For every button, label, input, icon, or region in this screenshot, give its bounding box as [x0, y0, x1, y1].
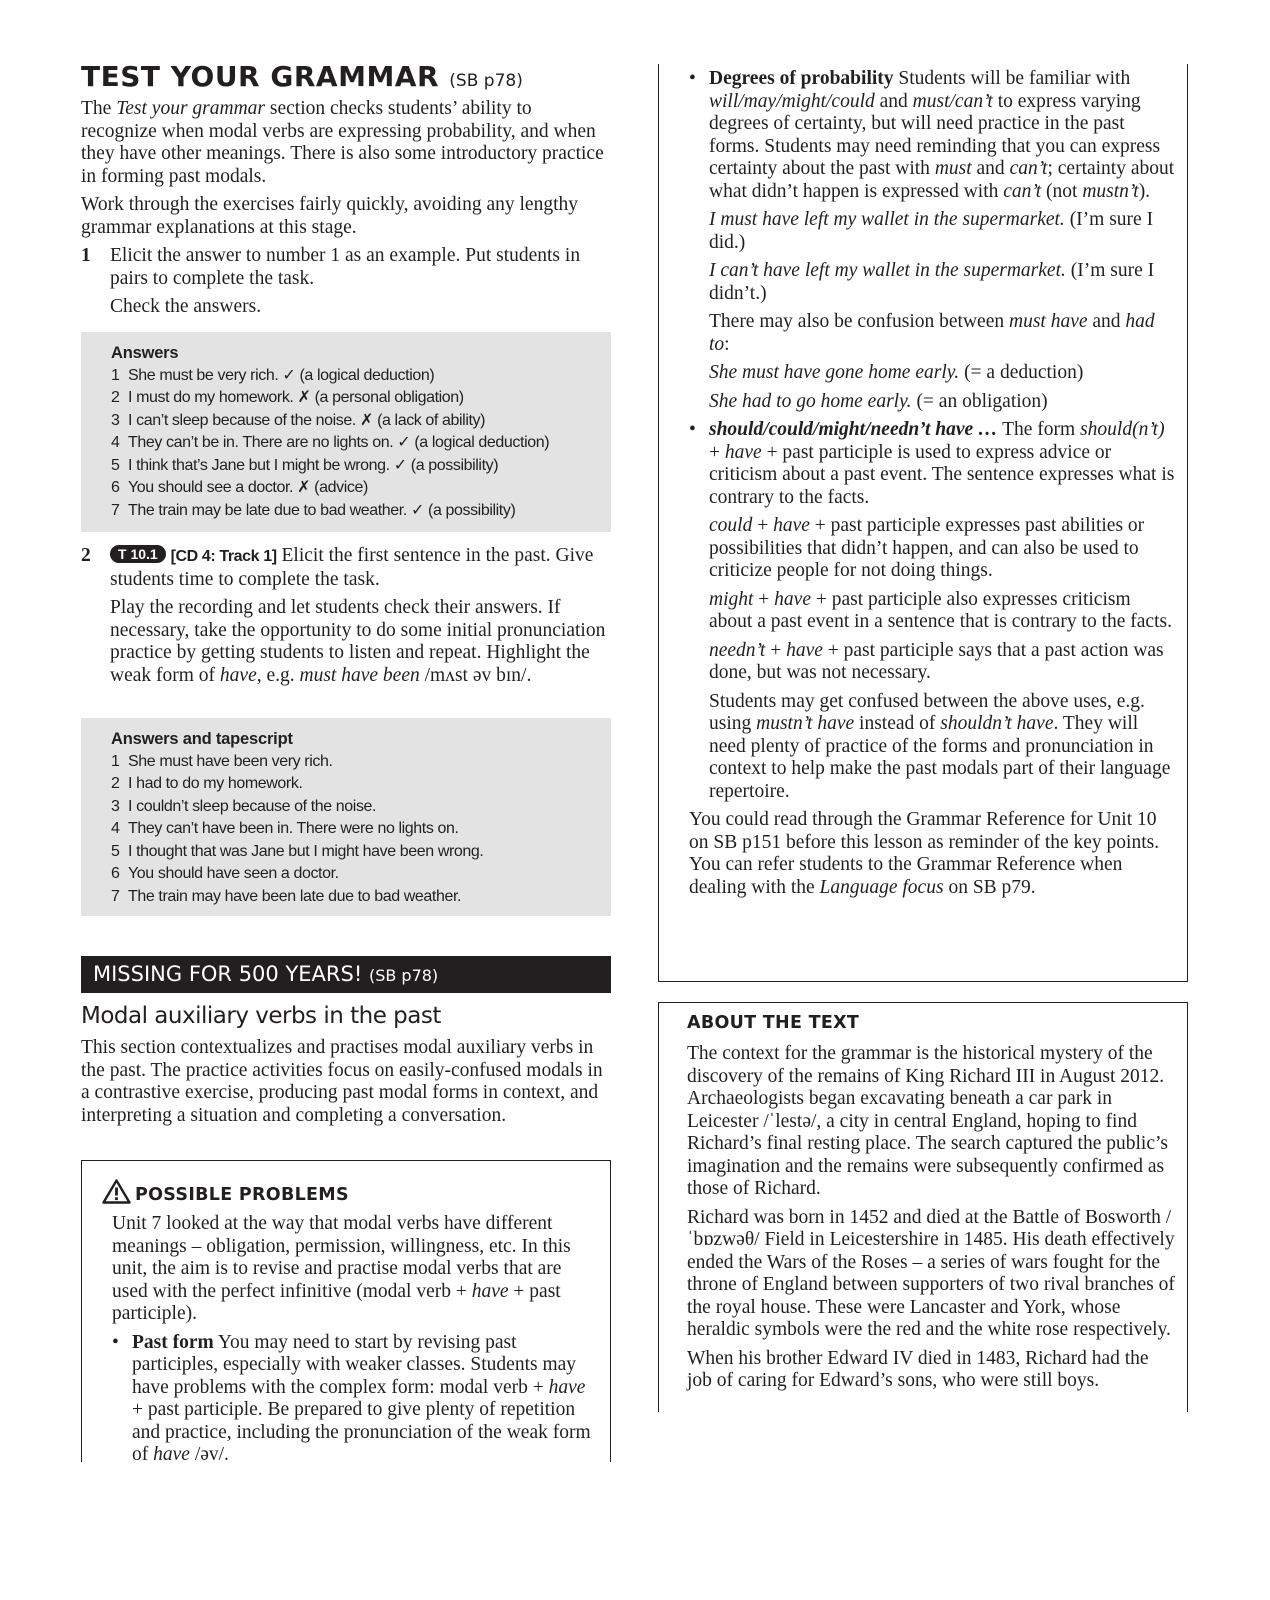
tapescript-sentence: I thought that was Jane but I might have been wrong.: [128, 842, 484, 860]
tapescript-row: [111, 751, 611, 774]
could-have-note: could + have + past participle expresses past abilities or possibilities that didn’t happen, and can also be used to criticize people for not doing things.: [709, 515, 1145, 581]
tapescript-number: 2: [111, 775, 120, 792]
answer-row: [111, 477, 611, 500]
answer-number: 3: [111, 411, 120, 429]
about-body: [687, 1043, 1177, 1393]
answer-row: [111, 500, 611, 523]
answer-sentence: They can’t be in. There are no lights on.: [128, 434, 394, 451]
bullet-degrees-text: Degrees of probability Students will be familiar with will/may/might/could and must/can’t to express varying degrees of certainty, but will need practice in the past forms. Students may need reminding that you can express certainty about the past with must and can’t; certainty about what didn’t happen is expressed with can’t (not mustn’t).: [709, 68, 1175, 202]
bullet-past-form: [112, 1332, 592, 1467]
tapescript-sentence: She must have been very rich.: [128, 752, 333, 770]
tapescript-row: [111, 863, 611, 886]
answer-note: (a logical deduction): [414, 434, 550, 451]
answer-number: 6: [111, 479, 120, 496]
tapescript-number: 4: [111, 820, 120, 837]
answer-number: 2: [111, 389, 120, 406]
tapescript-sentence: I had to do my homework.: [128, 775, 303, 792]
answer-number: 5: [111, 456, 120, 474]
tapescript-number: 6: [111, 865, 120, 882]
banner-ref: (SB p78): [368, 966, 439, 985]
answer-row: [111, 432, 611, 455]
problems-continued-box: [658, 64, 1188, 982]
answer-row: [111, 455, 611, 478]
bullet-icon: •: [689, 419, 696, 440]
exercise-2-item: [81, 545, 611, 687]
intro-paragraph-2: Work through the exercises fairly quickly, avoiding any lengthy grammar explanations at this stage.: [81, 194, 578, 238]
answer-row: [111, 365, 611, 388]
section-intro: This section contextualizes and practises modal auxiliary verbs in the past. The practice activities focus on easily-confused modals in a contrastive exercise, producing past modal forms in context, and interpreting a situation and completing a conversation.: [81, 1037, 603, 1126]
answer-sentence: I must do my homework.: [128, 389, 294, 406]
answer-sentence: I think that’s Jane but I might be wrong.: [128, 456, 390, 474]
check-icon: ✓: [410, 501, 424, 519]
example-4: She had to go home early. (= an obligation): [709, 390, 1048, 412]
exercise-2-paragraph-2: Play the recording and let students check their answers. If necessary, take the opportunity to do some initial pronunciation practice by getting students to listen and repeat. Highlight the weak form of have, e.g. must have been /mʌst əv bɪn/.: [110, 597, 606, 686]
bullet-icon: •: [112, 1331, 119, 1353]
tapescript-title: Answers and tapescript: [111, 730, 293, 748]
answer-note: (advice): [314, 479, 368, 496]
section-subheading: Modal auxiliary verbs in the past: [81, 1003, 441, 1029]
warning-triangle-icon: [102, 1179, 131, 1209]
cross-icon: ✗: [297, 389, 311, 406]
exercise-1-text: Elicit the answer to number 1 as an example. Put students in pairs to complete the task.: [110, 245, 581, 289]
tapescript-number: 5: [111, 842, 120, 860]
answer-note: (a personal obligation): [314, 389, 464, 406]
section-banner: [81, 956, 611, 993]
answer-number: 7: [111, 501, 120, 519]
tapescript-row: [111, 773, 611, 796]
problems-body: [112, 1213, 592, 1467]
about-the-text-box: [658, 1002, 1188, 1412]
answer-sentence: The train may be late due to bad weather.: [128, 501, 407, 519]
intro-paragraph-1: The Test your grammar section checks students’ ability to recognize when modal verbs are expressing probability, and when they have other meanings. There is also some introductory practice in forming past modals.: [81, 98, 604, 187]
neednt-have-note: needn’t + have + past participle says that a past action was done, but was not necessary.: [709, 639, 1164, 683]
answers-list: [111, 365, 611, 523]
answer-sentence: I can’t sleep because of the noise.: [128, 411, 356, 429]
problems-title: POSSIBLE PROBLEMS: [135, 1185, 349, 1205]
tapescript-number: 3: [111, 797, 120, 815]
might-have-note: might + have + past participle also expresses criticism about a past event in a sentence that is contrary to the facts.: [709, 588, 1172, 632]
exercise-2-text: Elicit the first sentence in the past. Give students time to complete the task.: [110, 545, 594, 590]
exercise-1-number: 1: [81, 245, 91, 266]
answer-sentence: You should see a doctor.: [128, 479, 294, 496]
about-paragraph-3: When his brother Edward IV died in 1483, Richard had the job of caring for Edward’s sons, who were still boys.: [687, 1347, 1149, 1391]
grammar-ref: (SB p78): [449, 71, 523, 91]
answer-note: (a logical deduction): [299, 366, 435, 384]
answer-row: [111, 410, 611, 433]
tapescript-row: [111, 841, 611, 864]
tapescript-list: [111, 751, 611, 909]
grammar-heading: [81, 60, 523, 93]
grammar-reference-note: You could read through the Grammar Reference for Unit 10 on SB p151 before this lesson as reminder of the key points. You can refer students to the Grammar Reference when dealing with the Language focus on SB p79.: [689, 809, 1160, 898]
tapescript-row: [111, 886, 611, 909]
cd-track: [CD 4: Track 1]: [170, 548, 277, 565]
answer-row: [111, 387, 611, 410]
answer-note: (a lack of ability): [377, 411, 486, 429]
answer-number: 1: [111, 366, 120, 384]
tapescript-row: [111, 818, 611, 841]
tapescript-sentence: I couldn’t sleep because of the noise.: [128, 797, 377, 815]
tapescript-sentence: They can’t have been in. There were no lights on.: [128, 820, 459, 837]
problems-continued-body: [689, 68, 1175, 899]
banner-title: MISSING FOR 500 YEARS!: [93, 962, 363, 986]
students-note: Students may get confused between the above uses, e.g. using mustn’t have instead of shouldn’t have. They will need plenty of practice of the forms and pronunciation in context to help make the past modals part of their language repertoire.: [709, 690, 1171, 802]
exercise-2: [81, 545, 611, 687]
bullet-should-could: [689, 419, 1175, 509]
tapescript-box: [81, 718, 611, 916]
answers-title: Answers: [111, 344, 179, 362]
tapescript-number: 7: [111, 887, 120, 905]
about-paragraph-1: The context for the grammar is the historical mystery of the discovery of the remains of King Richard III in August 2012. Archaeologists began excavating beneath a car park in Leicester /ˈlestə/, a city in central England, hoping to find Richard’s final resting place. The search captured the public’s imagination and the remains were subsequently confirmed as those of Richard.: [687, 1043, 1169, 1199]
answers-box: [81, 332, 611, 532]
about-title: ABOUT THE TEXT: [687, 1013, 860, 1033]
cross-icon: ✗: [360, 411, 374, 429]
tapescript-sentence: You should have seen a doctor.: [128, 865, 339, 882]
answer-note: (a possibility): [410, 456, 499, 474]
check-icon: ✓: [282, 366, 296, 384]
answer-note: (a possibility): [428, 501, 516, 519]
tapescript-number: 1: [111, 752, 120, 770]
tapescript-sentence: The train may have been late due to bad weather.: [128, 887, 462, 905]
grammar-intro: [81, 98, 611, 319]
check-icon: ✓: [393, 456, 407, 474]
exercise-1: [81, 245, 611, 319]
exercise-1-check: Check the answers.: [110, 296, 262, 317]
bullet-past-form-text: Past form You may need to start by revising past participles, especially with weaker classes. Students may have problems with the complex form: modal verb + have + past participle. Be prepared to give plenty of repetition and practice, including the pronunciation of the weak form of have /əv/.: [132, 1331, 591, 1465]
bullet-icon: •: [689, 68, 696, 89]
answer-sentence: She must be very rich.: [128, 366, 279, 384]
confusion-note: There may also be confusion between must have and had to:: [709, 311, 1155, 355]
check-icon: ✓: [397, 434, 411, 451]
tapescript-row: [111, 796, 611, 819]
bullet-should-could-text: should/could/might/needn’t have … The form should(n’t) + have + past participle is used to express advice or criticism about a past event. The sentence expresses what is contrary to the facts.: [709, 419, 1175, 508]
bullet-degrees: [689, 68, 1175, 203]
example-3: She must have gone home early. (= a deduction): [709, 362, 1084, 383]
track-tag: T 10.1: [110, 545, 166, 563]
cross-icon: ✗: [297, 479, 311, 496]
grammar-title: TEST YOUR GRAMMAR: [81, 60, 440, 93]
problems-paragraph: Unit 7 looked at the way that modal verbs have different meanings – obligation, permission, willingness, etc. In this unit, the aim is to revise and practise modal verbs that are used with the perfect infinitive (modal verb + have + past participle).: [112, 1213, 571, 1324]
answer-number: 4: [111, 434, 120, 451]
about-paragraph-2: Richard was born in 1452 and died at the Battle of Bosworth /ˈbɒzwəθ/ Field in Leicestershire in 1485. His death effectively ended the Wars of the Roses – a series of wars fought for the throne of England between supporters of two rival branches of the royal house. These were Lancaster and York, whose heraldic symbols were the red and the white rose respectively.: [687, 1206, 1175, 1340]
possible-problems-box: [81, 1160, 611, 1465]
example-1: I must have left my wallet in the supermarket. (I’m sure I did.): [709, 209, 1154, 253]
example-2: I can’t have left my wallet in the supermarket. (I’m sure I didn’t.): [709, 260, 1155, 304]
exercise-2-number: 2: [81, 545, 91, 566]
problems-heading: [102, 1179, 349, 1209]
